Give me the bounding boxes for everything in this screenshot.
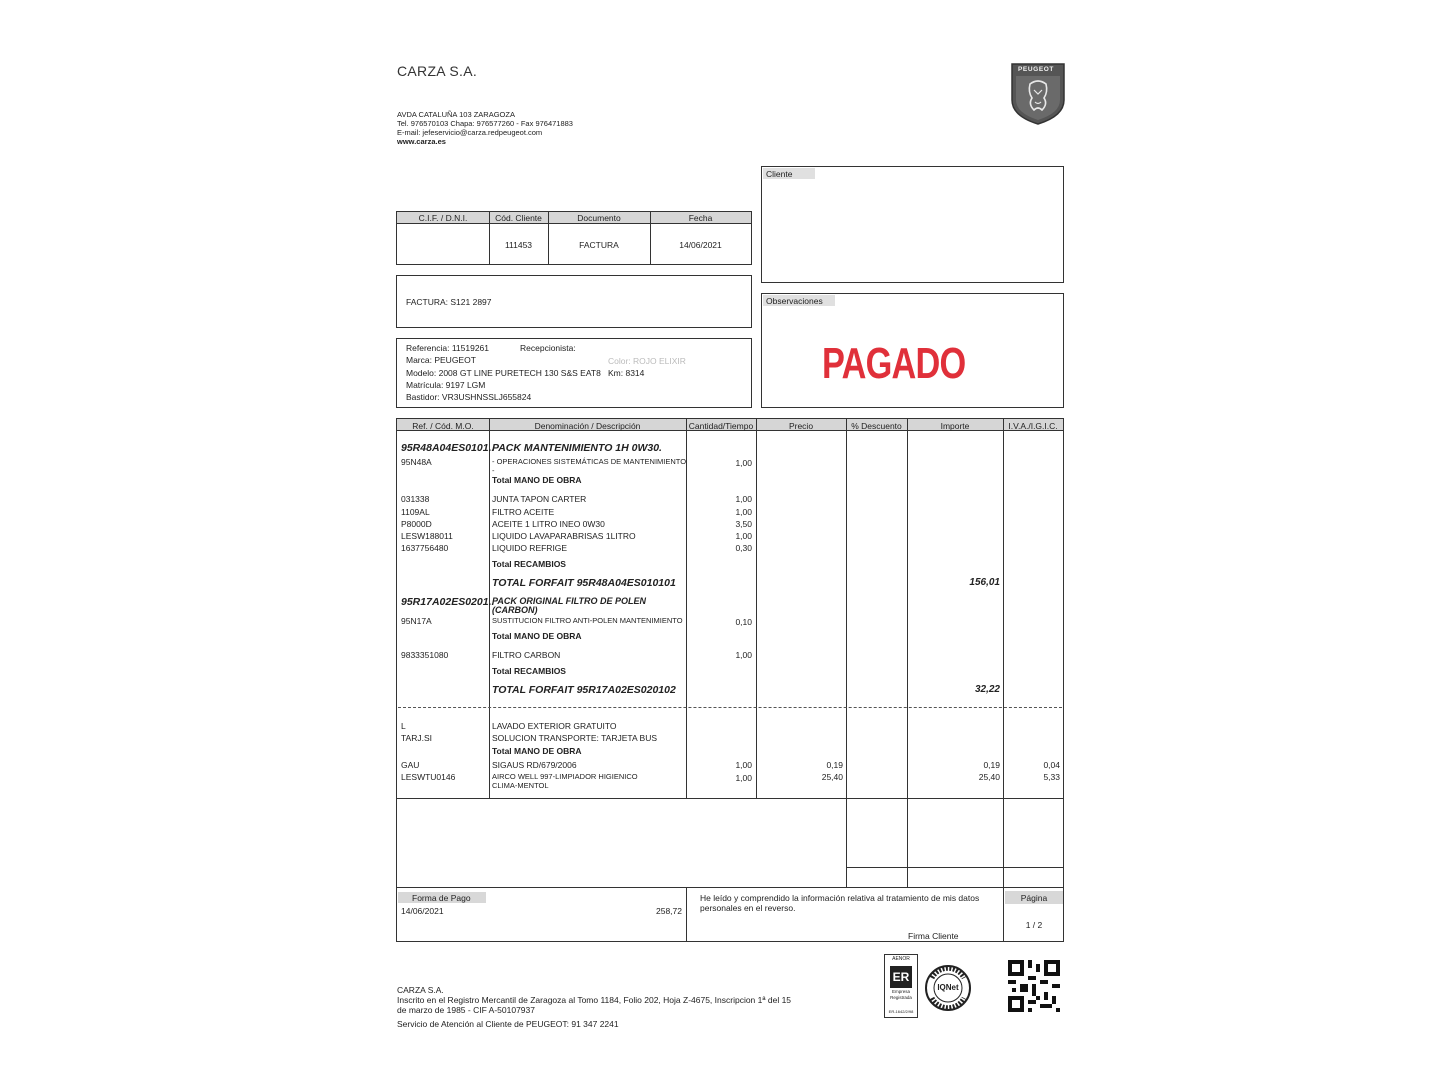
cliente-label: Cliente [766, 169, 793, 179]
vehicle-marca: Marca: PEUGEOT [406, 355, 476, 365]
company-web[interactable]: www.carza.es [397, 137, 446, 146]
documento-value: FACTURA [579, 240, 619, 250]
row-description: - OPERACIONES SISTEMÁTICAS DE MANTENIMIENTO [492, 457, 687, 466]
cif-header: C.I.F. / D.N.I. [418, 213, 468, 223]
cliente-box [761, 166, 1064, 283]
company-phones: Tel. 976570103 Chapa: 976577260 - Fax 976471883 [397, 119, 573, 128]
row-description: Total MANO DE OBRA [492, 631, 582, 641]
row-ref: LESW188011 [401, 531, 453, 541]
row-quantity: 0,30 [735, 543, 752, 553]
row-ref: 9833351080 [401, 650, 449, 660]
row-vat: 0,04 [1043, 760, 1060, 770]
row-ref: P8000D [401, 519, 432, 529]
row-description: Total RECAMBIOS [492, 666, 566, 676]
footer-registry-2: de marzo de 1985 - CIF A-50107937 [397, 1005, 535, 1015]
company-name: CARZA S.A. [397, 63, 478, 79]
row-vat: 5,33 [1043, 772, 1060, 782]
row-ref: LESWTU0146 [401, 772, 456, 782]
footer-registry-1: Inscrito en el Registro Mercantil de Zaragoza al Tomo 1184, Folio 202, Hoja Z-4675, Inscripcion 1ª del 15 [397, 995, 792, 1005]
firma-cliente-label: Firma Cliente [908, 931, 959, 941]
row-ref: TARJ.SI [401, 733, 433, 743]
col-header-precio: Precio [788, 421, 814, 431]
aenor-er-logo: AENOR ER Empresa Registrada ER-1642/2/98 [884, 954, 918, 1018]
row-quantity: 1,00 [735, 507, 752, 517]
qr-code[interactable] [1008, 960, 1060, 1012]
row-description: LIQUIDO REFRIGE [492, 543, 568, 553]
vehicle-matricula: Matrícula: 9197 LGM [406, 380, 486, 390]
peugeot-logo-text: PEUGEOT [1018, 66, 1054, 73]
row-description: FILTRO CARBON [492, 650, 561, 660]
row-amount: 156,01 [969, 577, 1000, 588]
row-description: LAVADO EXTERIOR GRATUITO [492, 721, 617, 731]
vehicle-recepcionista: Recepcionista: [520, 343, 576, 353]
row-ref: 95R17A02ES0201.. [401, 596, 495, 608]
totals-box [846, 867, 1064, 888]
row-description: PACK MANTENIMIENTO 1H 0W30. [492, 442, 662, 454]
row-amount: 25,40 [978, 772, 1000, 782]
row-price: 0,19 [826, 760, 843, 770]
forma-pago-label: Forma de Pago [412, 893, 471, 903]
vehicle-color: Color: ROJO ELIXIR [608, 356, 686, 366]
row-quantity: 1,00 [735, 531, 752, 541]
row-description: FILTRO ACEITE [492, 507, 555, 517]
row-description: SIGAUS RD/679/2006 [492, 760, 577, 770]
row-amount: 0,19 [983, 760, 1000, 770]
row-ref: 95N17A [401, 616, 432, 626]
row-ref: 95N48A [401, 457, 432, 467]
pagina-label: Página [1020, 893, 1048, 903]
page-number: 1 / 2 [1025, 920, 1043, 930]
company-address: AVDA CATALUÑA 103 ZARAGOZA [397, 110, 515, 119]
row-description: AIRCO WELL 997-LIMPIADOR HIGIENICO [492, 772, 638, 781]
row-description: Total RECAMBIOS [492, 559, 566, 569]
row-quantity: 3,50 [735, 519, 752, 529]
col-header-importe: Importe [940, 421, 970, 431]
row-description: LIQUIDO LAVAPARABRISAS 1LITRO [492, 531, 636, 541]
row-description-cont: (CARBON) [492, 605, 538, 615]
factura-number: FACTURA: S121 2897 [406, 297, 492, 307]
row-ref: GAU [401, 760, 420, 770]
documento-header: Documento [577, 213, 621, 223]
row-quantity: 1,00 [735, 458, 752, 468]
company-email: E-mail: jefeservicio@carza.redpeugeot.com [397, 128, 543, 137]
row-description: SUSTITUCION FILTRO ANTI-POLEN MANTENIMIENTO [492, 616, 683, 625]
row-ref: L [401, 721, 406, 731]
col-header-ref: Ref. / Cód. M.O. [412, 421, 474, 431]
row-description: SOLUCION TRANSPORTE: TARJETA BUS [492, 733, 657, 743]
col-header-cantidad: Cantidad/Tiempo [688, 421, 754, 431]
row-quantity: 1,00 [735, 760, 752, 770]
pagado-stamp: PAGADO [822, 339, 966, 388]
row-quantity: 1,00 [735, 494, 752, 504]
vehicle-modelo: Modelo: 2008 GT LINE PURETECH 130 S&S EAT8 [406, 368, 601, 378]
col-header-iva: I.V.A./I.G.I.C. [1008, 421, 1058, 431]
row-price: 25,40 [821, 772, 843, 782]
row-description: Total MANO DE OBRA [492, 746, 582, 756]
vehicle-bastidor: Bastidor: VR3USHNSSLJ655824 [406, 392, 532, 402]
row-ref: 1109AL [401, 507, 430, 517]
row-quantity: 1,00 [735, 773, 752, 783]
row-description: ACEITE 1 LITRO INEO 0W30 [492, 519, 605, 529]
row-amount: 32,22 [974, 684, 1000, 695]
vehicle-referencia: Referencia: 11519261 [406, 343, 490, 353]
row-ref: 95R48A04ES0101.. [401, 442, 495, 454]
privacy-line-1: He leído y comprendido la información relativa al tratamiento de mis datos [700, 893, 980, 903]
col-header-desc: Denominación / Descripción [534, 421, 641, 431]
row-description-cont: CLIMA-MENTOL [492, 781, 549, 790]
observaciones-label: Observaciones [766, 296, 823, 306]
vehicle-km: Km: 8314 [608, 368, 645, 378]
fecha-value: 14/06/2021 [679, 240, 722, 250]
row-ref: 031338 [401, 494, 430, 504]
cod-cliente-header: Cód. Cliente [495, 213, 542, 223]
row-description: Total MANO DE OBRA [492, 475, 582, 485]
cod-cliente-value: 111453 [504, 240, 533, 250]
row-description: PACK ORIGINAL FILTRO DE POLEN [492, 596, 647, 606]
section-divider [398, 707, 1062, 708]
peugeot-logo [1008, 60, 1068, 126]
privacy-line-2: personales en el reverso. [700, 903, 796, 913]
payment-amount: 258,72 [656, 906, 682, 916]
footer-service: Servicio de Atención al Cliente de PEUGEOT: 91 347 2241 [397, 1019, 619, 1029]
row-description: JUNTA TAPON CARTER [492, 494, 587, 504]
footer-company: CARZA S.A. [397, 985, 444, 995]
fecha-header: Fecha [688, 213, 713, 223]
row-description: TOTAL FORFAIT 95R48A04ES010101 [492, 577, 676, 589]
row-quantity: 1,00 [735, 650, 752, 660]
payment-date: 14/06/2021 [401, 906, 444, 916]
row-ref: 1637756480 [401, 543, 449, 553]
row-quantity: 0,10 [735, 617, 752, 627]
row-description-cont: - [492, 466, 495, 475]
iqnet-logo [924, 964, 972, 1012]
iqnet-text: IQNet [937, 983, 959, 992]
row-description: TOTAL FORFAIT 95R17A02ES020102 [492, 684, 676, 696]
col-header-descuento: % Descuento [851, 421, 902, 431]
